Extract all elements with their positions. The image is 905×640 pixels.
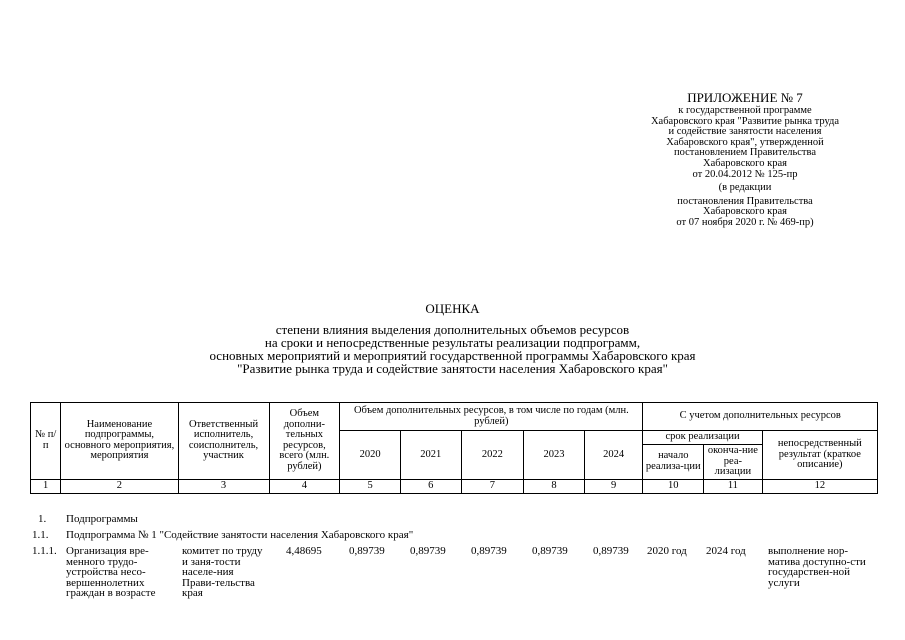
col-number: 10: [643, 479, 704, 493]
col-number: 8: [524, 479, 585, 493]
title-main: ОЦЕНКА: [425, 301, 480, 316]
col-number: 6: [400, 479, 461, 493]
appendix-line: (в редакции: [718, 182, 772, 194]
header-responsible: Ответственный исполнитель, соисполнитель, участник: [178, 403, 269, 480]
appendix-line: от 07 ноября 2020 г. № 469-пр): [676, 216, 814, 228]
item-year-2024: 0,89739: [593, 545, 629, 557]
item-responsible: комитет по труду и заня-тости населе-ния Прави-тельства края: [182, 545, 263, 599]
assessment-table: [30, 402, 878, 494]
subsection-label: Подпрограмма № 1 "Содействие занятости населения Хабаровского края": [66, 529, 414, 541]
col-number: 3: [178, 479, 269, 493]
header-start: начало реализа-ции: [643, 445, 704, 480]
appendix-block: [600, 90, 890, 229]
document-title: [0, 302, 905, 375]
item-name: Организация вре-менного трудо-устройства несо-вершеннолетних граждан в возрасте: [66, 545, 156, 599]
appendix-heading: ПРИЛОЖЕНИЕ № 7: [687, 90, 803, 105]
appendix-line: постановления Правительства: [677, 195, 813, 207]
item-year-2023: 0,89739: [532, 545, 568, 557]
item-year-2022: 0,89739: [471, 545, 507, 557]
col-number: 12: [762, 479, 877, 493]
appendix-line: Хабаровского края "Развитие рынка труда: [650, 115, 840, 127]
header-year: 2021: [400, 431, 461, 480]
appendix-line: от 20.04.2012 № 125-пр: [692, 168, 798, 180]
col-number: 1: [31, 479, 61, 493]
title-line: основных мероприятий и мероприятий государственной программы Хабаровского края: [209, 348, 696, 363]
header-year: 2023: [524, 431, 585, 480]
item-number: 1.1.1.: [32, 545, 57, 557]
col-number: 5: [340, 479, 401, 493]
item-result: выполнение нор-матива доступно-сти государствен-ной услуги: [768, 545, 866, 589]
item-end: 2024 год: [706, 545, 746, 557]
col-number: 11: [704, 479, 763, 493]
header-result-group: С учетом дополнительных ресурсов: [643, 403, 878, 431]
section-number: 1.: [38, 513, 47, 525]
col-number: 4: [269, 479, 340, 493]
header-num: № п/п: [31, 403, 61, 480]
appendix-line: Хабаровского края: [703, 157, 787, 169]
item-year-2021: 0,89739: [410, 545, 446, 557]
header-year: 2024: [584, 431, 643, 480]
item-start: 2020 год: [647, 545, 687, 557]
header-volume: Объем дополни-тельных ресурсов, всего (млн. рублей): [269, 403, 340, 480]
header-year: 2020: [340, 431, 401, 480]
title-line: степени влияния выделения дополнительных объемов ресурсов: [275, 322, 630, 337]
header-name: Наименование подпрограммы, основного мероприятия, мероприятия: [61, 403, 178, 480]
item-year-2020: 0,89739: [349, 545, 385, 557]
appendix-line: к государственной программе: [678, 105, 812, 116]
appendix-line: постановлением Правительства: [673, 147, 816, 159]
col-number: 7: [461, 479, 524, 493]
header-direct-result: непосредственный результат (краткое описание): [762, 431, 877, 480]
title-line: "Развитие рынка труда и содействие занятости населения Хабаровского края": [237, 361, 668, 376]
header-years-group: Объем дополнительных ресурсов, в том числе по годам (млн. рублей): [340, 403, 643, 431]
col-number: 9: [584, 479, 643, 493]
appendix-line: Хабаровского края", утвержденной: [666, 136, 824, 148]
appendix-line: и содействие занятости населения: [668, 126, 822, 138]
section-label: Подпрограммы: [66, 513, 138, 525]
header-end: оконча-ние реа-лизации: [704, 445, 763, 480]
header-term: срок реализации: [643, 431, 762, 445]
appendix-line: Хабаровского края: [703, 206, 787, 218]
title-line: на сроки и непосредственные результаты реализации подпрограмм,: [264, 335, 641, 350]
col-number: 2: [61, 479, 178, 493]
header-year: 2022: [461, 431, 524, 480]
item-total: 4,48695: [286, 545, 322, 557]
subsection-number: 1.1.: [32, 529, 49, 541]
